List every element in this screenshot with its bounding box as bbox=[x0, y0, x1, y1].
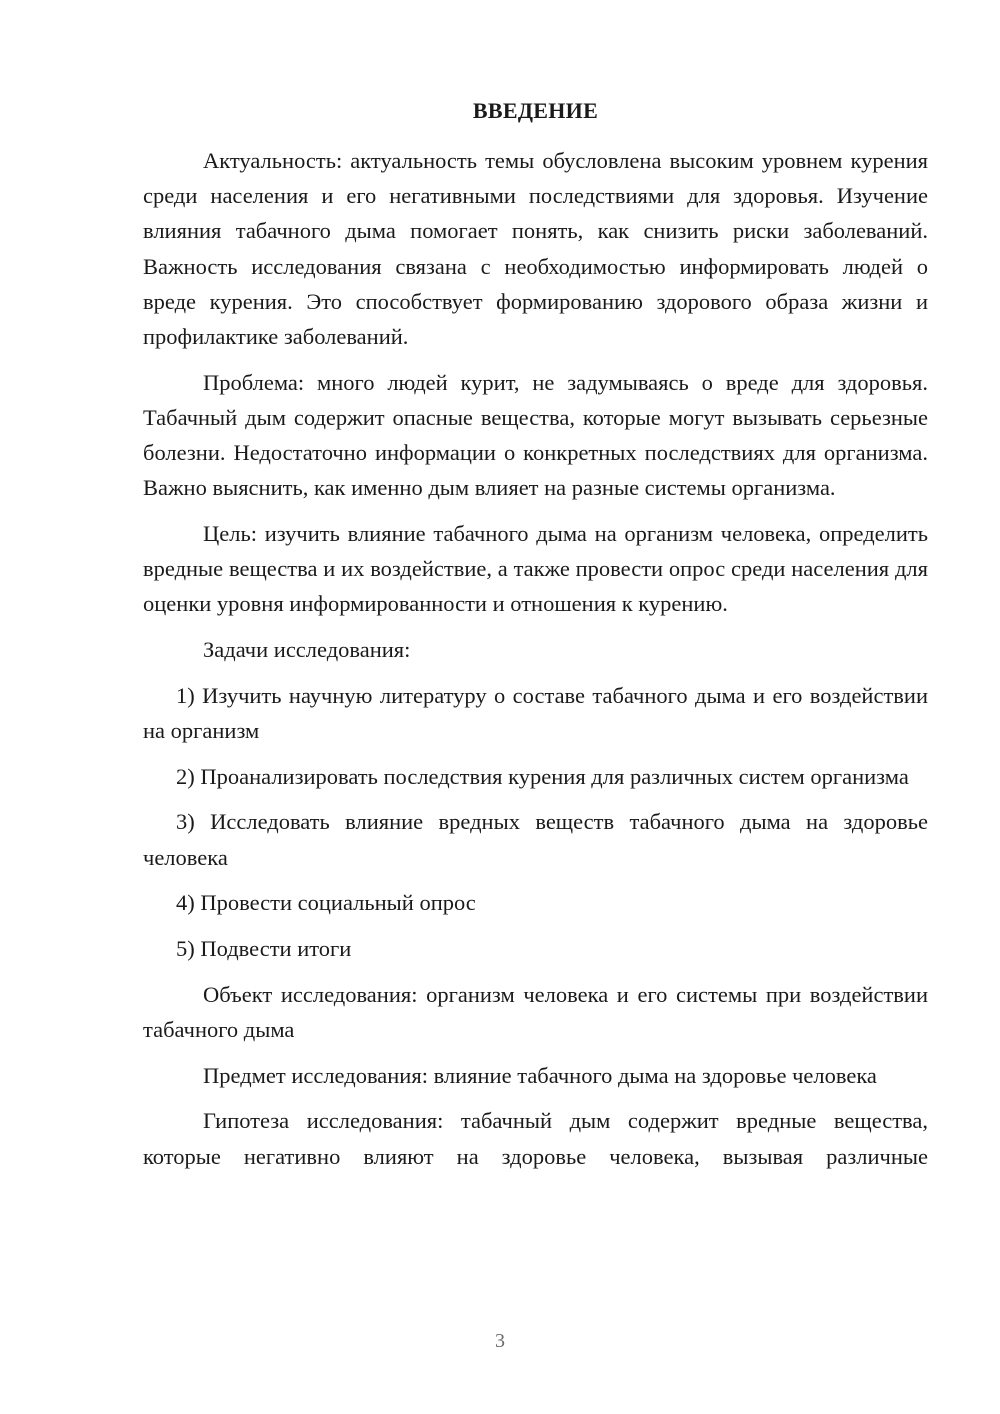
section-title: ВВЕДЕНИЕ bbox=[472, 98, 599, 123]
problem-paragraph: Проблема: много людей курит, не задумываясь о вреде для здоровья. Табачный дым содержит опасные вещества, которые могут вызывать серьезные болезни. Недостаточно информации о конкретных последствиях для организма. Важно выяснить, как именно дым влияет на разные системы организма. bbox=[143, 369, 928, 501]
tasks-heading: Задачи исследования: bbox=[203, 637, 411, 663]
relevance-paragraph: Актуальность: актуальность темы обусловлена высоким уровнем курения среди населения и его негативными последствиями для здоровья. Изучение влияния табачного дыма помогает понять, как снизить риски заболеваний. Важность исследования связана с необходимостью информировать людей о вреде курения. Это способствует формированию здорового образа жизни и профилактике заболеваний. bbox=[143, 148, 928, 350]
object-paragraph: Объект исследования: организм человека и его системы при воздействии табачного дыма bbox=[143, 981, 928, 1042]
goal-paragraph: Цель: изучить влияние табачного дыма на организм человека, определить вредные вещества и их воздействие, а также провести опрос среди населения для оценки уровня информированности и отношения к курению. bbox=[143, 521, 928, 617]
task-item-1: 1) Изучить научную литературу о составе табачного дыма и его воздействии на организм bbox=[143, 682, 928, 744]
subject-paragraph: Предмет исследования: влияние табачного дыма на здоровье человека bbox=[203, 1062, 877, 1088]
hypothesis-paragraph: Гипотеза исследования: табачный дым содержит вредные вещества, которые негативно влияют на здоровье человека, вызывая различные bbox=[143, 1108, 928, 1169]
document-body bbox=[143, 143, 928, 1173]
task-item-3: 3) Исследовать влияние вредных веществ табачного дыма на здоровье человека bbox=[143, 809, 928, 870]
task-item-4: 4) Провести социальный опрос bbox=[176, 890, 476, 916]
page-number: 3 bbox=[495, 1330, 505, 1352]
task-item-5: 5) Подвести итоги bbox=[176, 936, 352, 962]
task-item-2: 2) Проанализировать последствия курения для различных систем организма bbox=[176, 763, 909, 789]
